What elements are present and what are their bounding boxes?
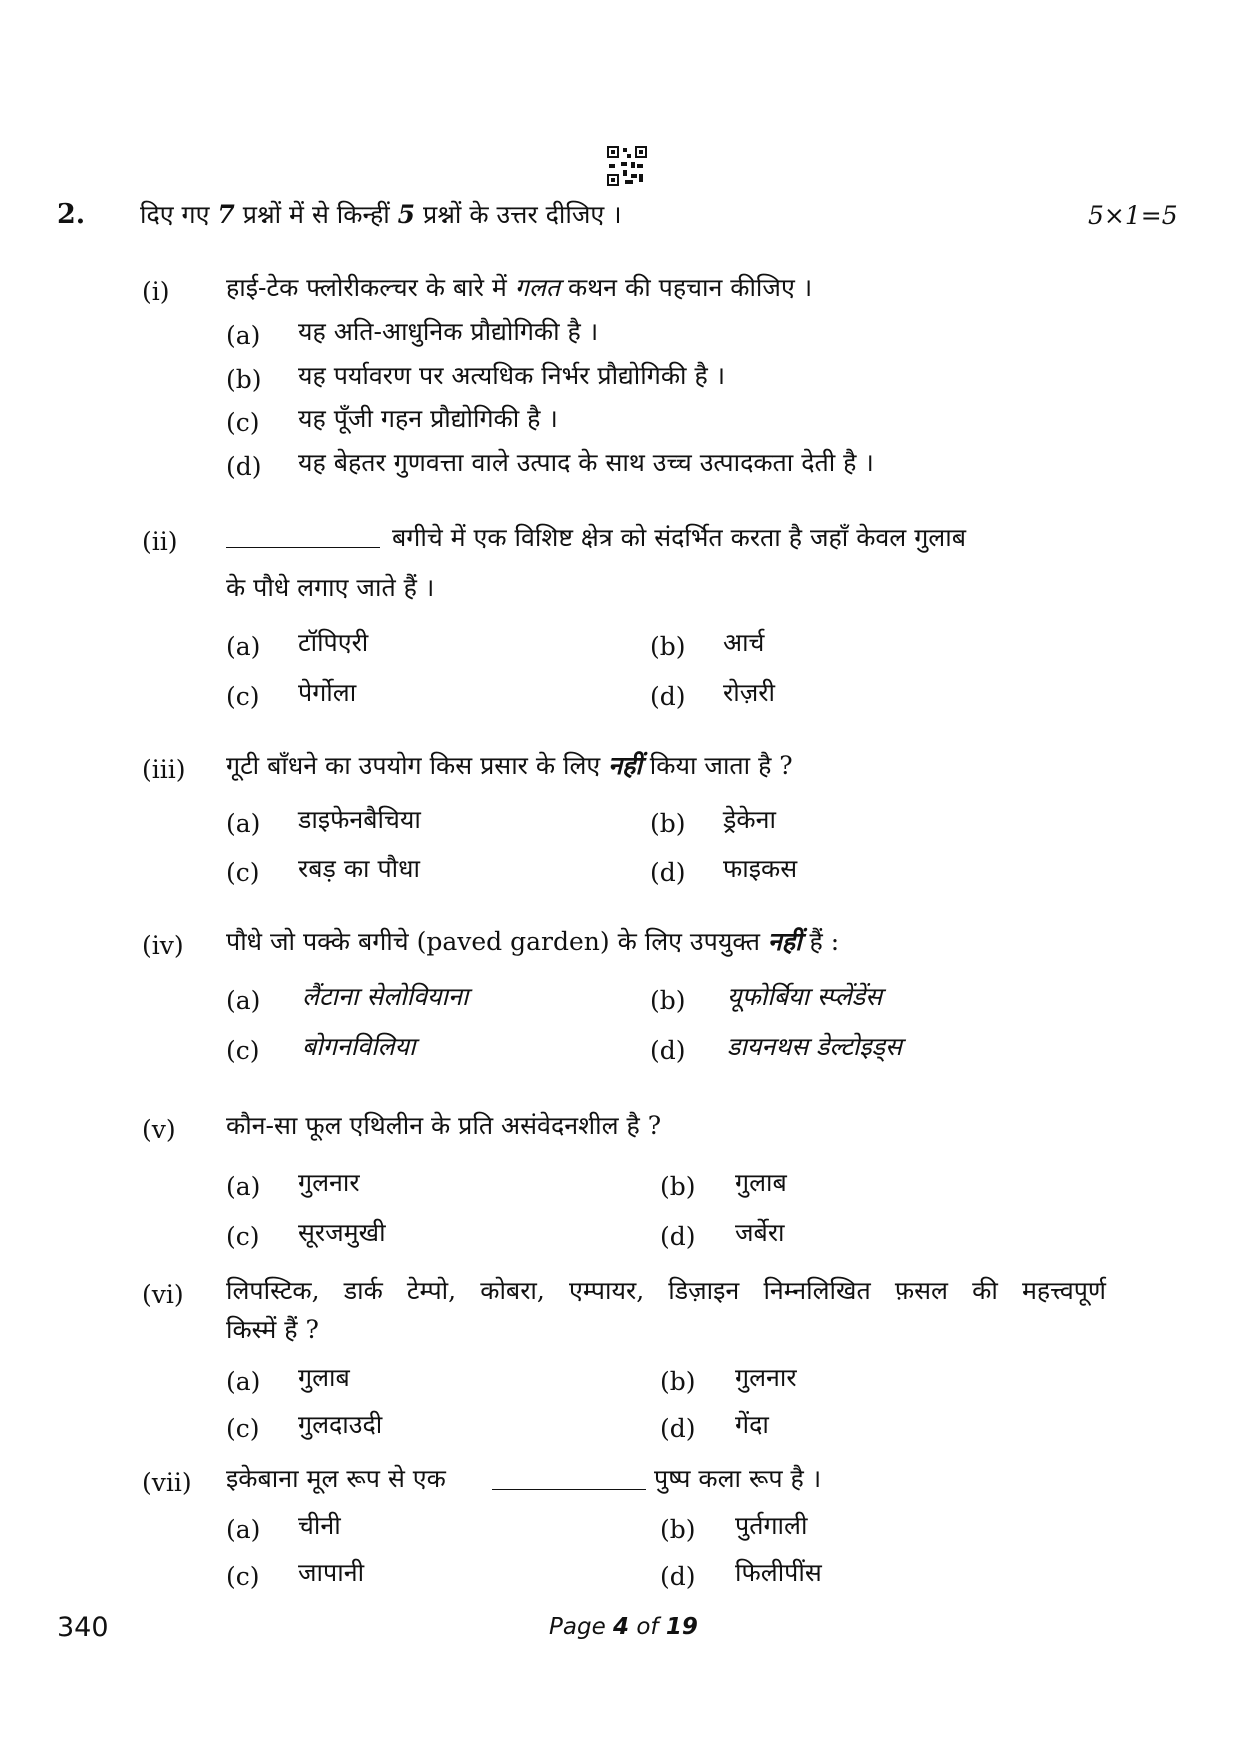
sub-question-text: कौन-सा फूल एथिलीन के प्रति असंवेदनशील है ?: [226, 1111, 662, 1140]
sub-question-text: [226, 272, 812, 304]
option-label: (d): [660, 1562, 696, 1591]
option-text: रबड़ का पौधा: [298, 854, 420, 883]
sub-question-label: (ii): [142, 527, 178, 556]
fill-blank: [492, 1489, 646, 1490]
sub-question-text: [226, 750, 793, 782]
option-label: (c): [226, 1562, 260, 1591]
option-label: (c): [226, 1036, 260, 1065]
option-text: ड्रेकेना: [723, 805, 776, 834]
page-number: [549, 1614, 698, 1640]
sub-question-text-line2: किस्में हैं ?: [226, 1315, 319, 1344]
option-text: यह पर्यावरण पर अत्यधिक निर्भर प्रौद्योगिकी है ।: [298, 361, 726, 390]
emphasis-word: नहीं: [767, 927, 802, 956]
option-label: (a): [226, 632, 261, 661]
option-text: आर्च: [723, 628, 765, 657]
instruction-part: प्रश्नों के उत्तर दीजिए ।: [415, 200, 622, 229]
page-text: Page: [549, 1614, 614, 1640]
option-label: (a): [226, 321, 261, 350]
text-part: गूटी बाँधने का उपयोग किस प्रसार के लिए: [226, 751, 609, 780]
option-label: (d): [660, 1414, 696, 1443]
option-text: गुलदाउदी: [298, 1410, 383, 1439]
option-text: डायनथस डेल्टोइड्स: [727, 1032, 902, 1061]
question-marks: 5×1=5: [1088, 201, 1178, 230]
option-label: (d): [650, 1036, 686, 1065]
option-label: (c): [226, 1222, 260, 1251]
option-label: (d): [650, 682, 686, 711]
option-text: पुर्तगाली: [735, 1511, 808, 1540]
option-label: (b): [650, 632, 686, 661]
paper-code: 340: [57, 1612, 109, 1643]
option-label: (a): [226, 1172, 261, 1201]
option-text: गुलाब: [298, 1363, 350, 1392]
option-text: लैंटाना सेलोवियाना: [302, 982, 469, 1011]
qr-code-icon: [607, 146, 647, 190]
option-text: फिलीपींस: [735, 1558, 822, 1587]
instruction-part: प्रश्नों में से किन्हीं: [234, 200, 398, 229]
option-text: यूफोर्बिया स्प्लेंडेंस: [727, 982, 883, 1011]
option-text: पेर्गोला: [298, 678, 357, 707]
option-text: गुलाब: [735, 1168, 787, 1197]
page-text: of: [629, 1614, 666, 1640]
option-text: सूरजमुखी: [298, 1218, 386, 1247]
option-label: (a): [226, 1367, 261, 1396]
option-label: (c): [226, 1414, 260, 1443]
option-label: (d): [226, 452, 262, 481]
instruction-part: दिए गए: [140, 200, 218, 229]
option-text: यह बेहतर गुणवत्ता वाले उत्पाद के साथ उच्च उत्पादकता देती है ।: [298, 448, 874, 477]
sub-question-text: [226, 926, 839, 958]
option-text: फाइकस: [723, 854, 798, 883]
sub-question-text-before: इकेबाना मूल रूप से एक: [226, 1464, 446, 1493]
option-label: (b): [660, 1515, 696, 1544]
option-text: डाइफेनबैचिया: [298, 805, 421, 834]
sub-question-text-line2: के पौधे लगाए जाते हैं ।: [226, 573, 435, 602]
option-label: (b): [226, 365, 262, 394]
text-part: कथन की पहचान कीजिए ।: [560, 273, 813, 302]
option-text: गेंदा: [735, 1410, 769, 1439]
text-part: हैं :: [801, 927, 840, 956]
option-label: (a): [226, 1515, 261, 1544]
option-label: (c): [226, 408, 260, 437]
option-label: (a): [226, 809, 261, 838]
sub-question-label: (v): [142, 1115, 176, 1144]
emphasis-word: नहीं: [608, 751, 642, 780]
option-text: रोज़री: [723, 678, 775, 707]
option-label: (d): [650, 858, 686, 887]
option-text: जापानी: [298, 1558, 365, 1587]
sub-question-text-line1: बगीचे में एक विशिष्ट क्षेत्र को संदर्भित करता है जहाँ केवल गुलाब: [392, 523, 966, 552]
question-instruction: [140, 199, 622, 231]
option-label: (b): [660, 1172, 696, 1201]
question-number: 2.: [57, 199, 86, 230]
instruction-count-total: 7: [217, 200, 235, 229]
option-text: यह अति-आधुनिक प्रौद्योगिकी है ।: [298, 317, 599, 346]
text-part: पौधे जो पक्के बगीचे (paved garden) के लिए उपयुक्त: [226, 927, 768, 956]
sub-question-label: (vii): [142, 1468, 192, 1497]
option-text: बोगनविलिया: [302, 1032, 416, 1061]
sub-question-label: (iv): [142, 931, 184, 960]
text-part: किया जाता है ?: [641, 751, 793, 780]
text-part: हाई-टेक फ्लोरीकल्चर के बारे में: [226, 273, 515, 302]
option-label: (a): [226, 986, 261, 1015]
option-text: जर्बेरा: [735, 1218, 785, 1247]
option-label: (b): [660, 1367, 696, 1396]
option-label: (b): [650, 809, 686, 838]
option-text: गुलनार: [298, 1168, 360, 1197]
option-text: यह पूँजी गहन प्रौद्योगिकी है ।: [298, 404, 558, 433]
fill-blank: [226, 547, 380, 548]
sub-question-label: (i): [142, 277, 170, 306]
option-label: (c): [226, 858, 260, 887]
option-label: (b): [650, 986, 686, 1015]
option-text: टॉपिएरी: [298, 628, 369, 657]
page-total: 19: [665, 1614, 698, 1640]
page-current: 4: [613, 1614, 630, 1640]
sub-question-label: (vi): [142, 1280, 184, 1309]
option-text: चीनी: [298, 1511, 341, 1540]
emphasis-word: गलत: [514, 273, 561, 302]
sub-question-text-line1: लिपस्टिक, डार्क टेम्पो, कोबरा, एम्पायर, डिज़ाइन निम्नलिखित फ़सल की महत्त्वपूर्ण: [226, 1276, 1106, 1305]
instruction-count-answer: 5: [397, 200, 416, 229]
sub-question-text-after: पुष्प कला रूप है ।: [654, 1464, 822, 1493]
sub-question-label: (iii): [142, 755, 186, 784]
option-label: (d): [660, 1222, 696, 1251]
option-label: (c): [226, 682, 260, 711]
option-text: गुलनार: [735, 1363, 797, 1392]
